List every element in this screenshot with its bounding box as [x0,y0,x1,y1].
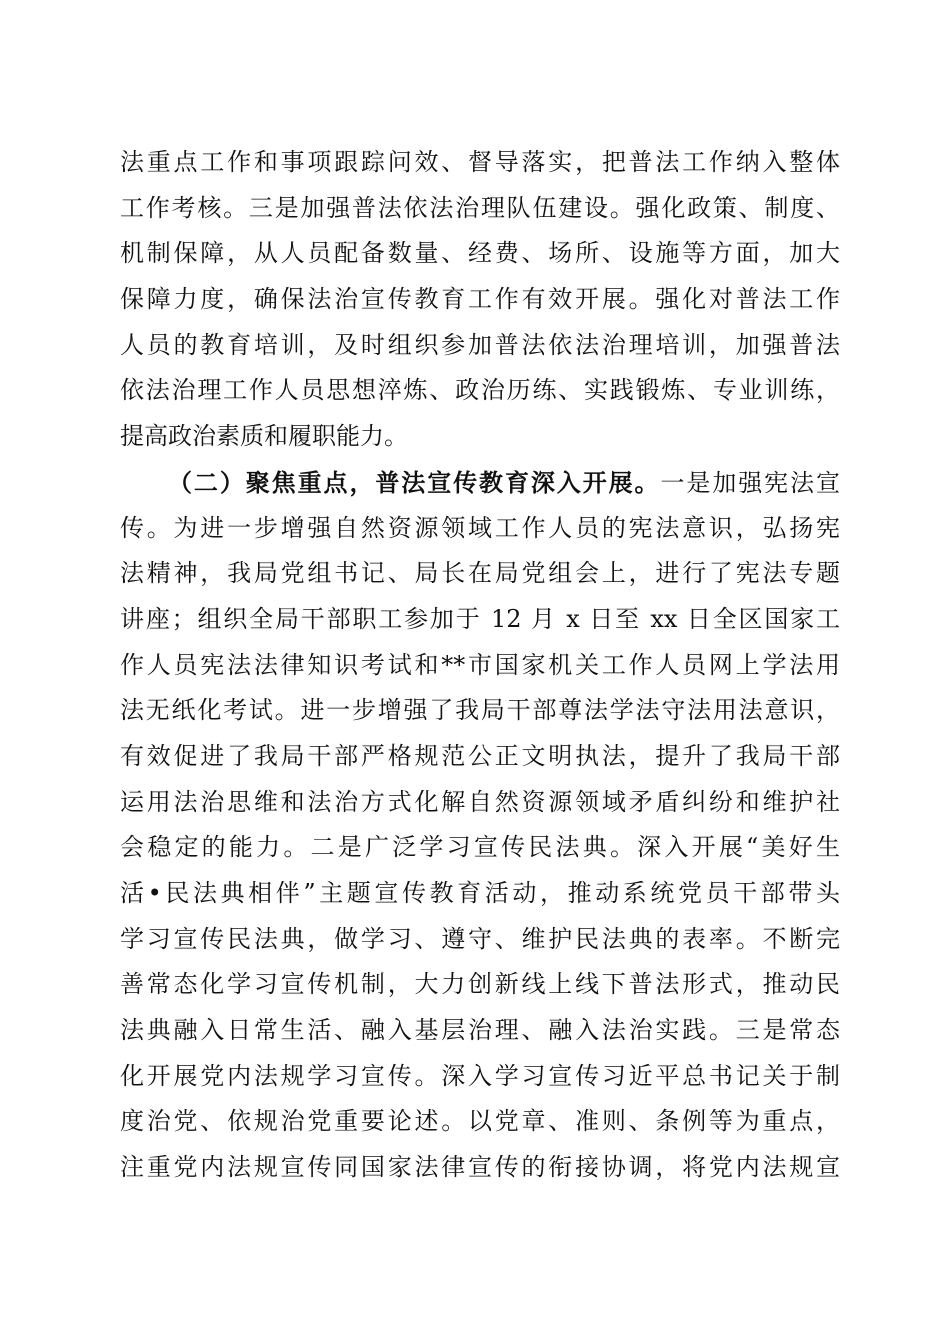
paragraph-line: 有效促进了我局干部严格规范公正文明执法，提升了我局干部 [120,741,840,770]
paragraph-line: 化开展党内法规学习宣传。深入学习宣传习近平总书记关于制 [120,1061,840,1090]
paragraph-line: 学习宣传民法典，做学习、遵守、维护民法典的表率。不断完 [120,924,840,953]
paragraph-line: 作人员宪法法律知识考试和**市国家机关工作人员网上学法用 [120,650,840,679]
paragraph-line: 人员的教育培训，及时组织参加普法依法治理培训，加强普法 [120,330,840,359]
paragraph-line: 提高政治素质和履职能力。 [120,422,408,451]
paragraph-line: 运用法治思维和法治方式化解自然资源领域矛盾纠纷和维护社 [120,787,840,816]
paragraph-line: 讲座；组织全局干部职工参加于 12 月 x 日至 xx 日全区国家工 [120,604,840,633]
section-heading-line [120,460,840,506]
paragraph-line: 依法治理工作人员思想淬炼、政治历练、实践锻炼、专业训练， [120,376,840,405]
paragraph-line: 活•民法典相伴”主题宣传教育活动，推动系统党员干部带头 [120,879,840,907]
paragraph-line: 善常态化学习宣传机制，大力创新线上线下普法形式，推动民 [120,970,840,999]
paragraph-text: 一是加强宪法宣 [660,468,840,497]
paragraph-line: 注重党内法规宣传同国家法律宣传的衔接协调，将党内法规宣 [120,1153,840,1182]
body-text [120,140,840,1191]
paragraph-line: 法精神，我局党组书记、局长在局党组会上，进行了宪法专题 [120,559,840,588]
paragraph-line: 度治党、依规治党重要论述。以党章、准则、条例等为重点， [120,1107,840,1136]
paragraph-line: 保障力度，确保法治宣传教育工作有效开展。强化对普法工作 [120,285,840,314]
paragraph-line: 法无纸化考试。进一步增强了我局干部尊法学法守法用法意识， [120,696,840,725]
section-heading: （二）聚焦重点，普法宣传教育深入开展。 [168,467,661,497]
paragraph-line: 传。为进一步增强自然资源领域工作人员的宪法意识，弘扬宪 [120,513,840,542]
paragraph-line: 工作考核。三是加强普法依法治理队伍建设。强化政策、制度、 [120,193,840,222]
paragraph-line: 法重点工作和事项跟踪问效、督导落实，把普法工作纳入整体 [120,148,840,176]
paragraph-line: 会稳定的能力。二是广泛学习宣传民法典。深入开展“美好生 [120,833,840,862]
paragraph-line: 法典融入日常生活、融入基层治理、融入法治实践。三是常态 [120,1016,840,1045]
paragraph-line: 机制保障，从人员配备数量、经费、场所、设施等方面，加大 [120,239,840,268]
